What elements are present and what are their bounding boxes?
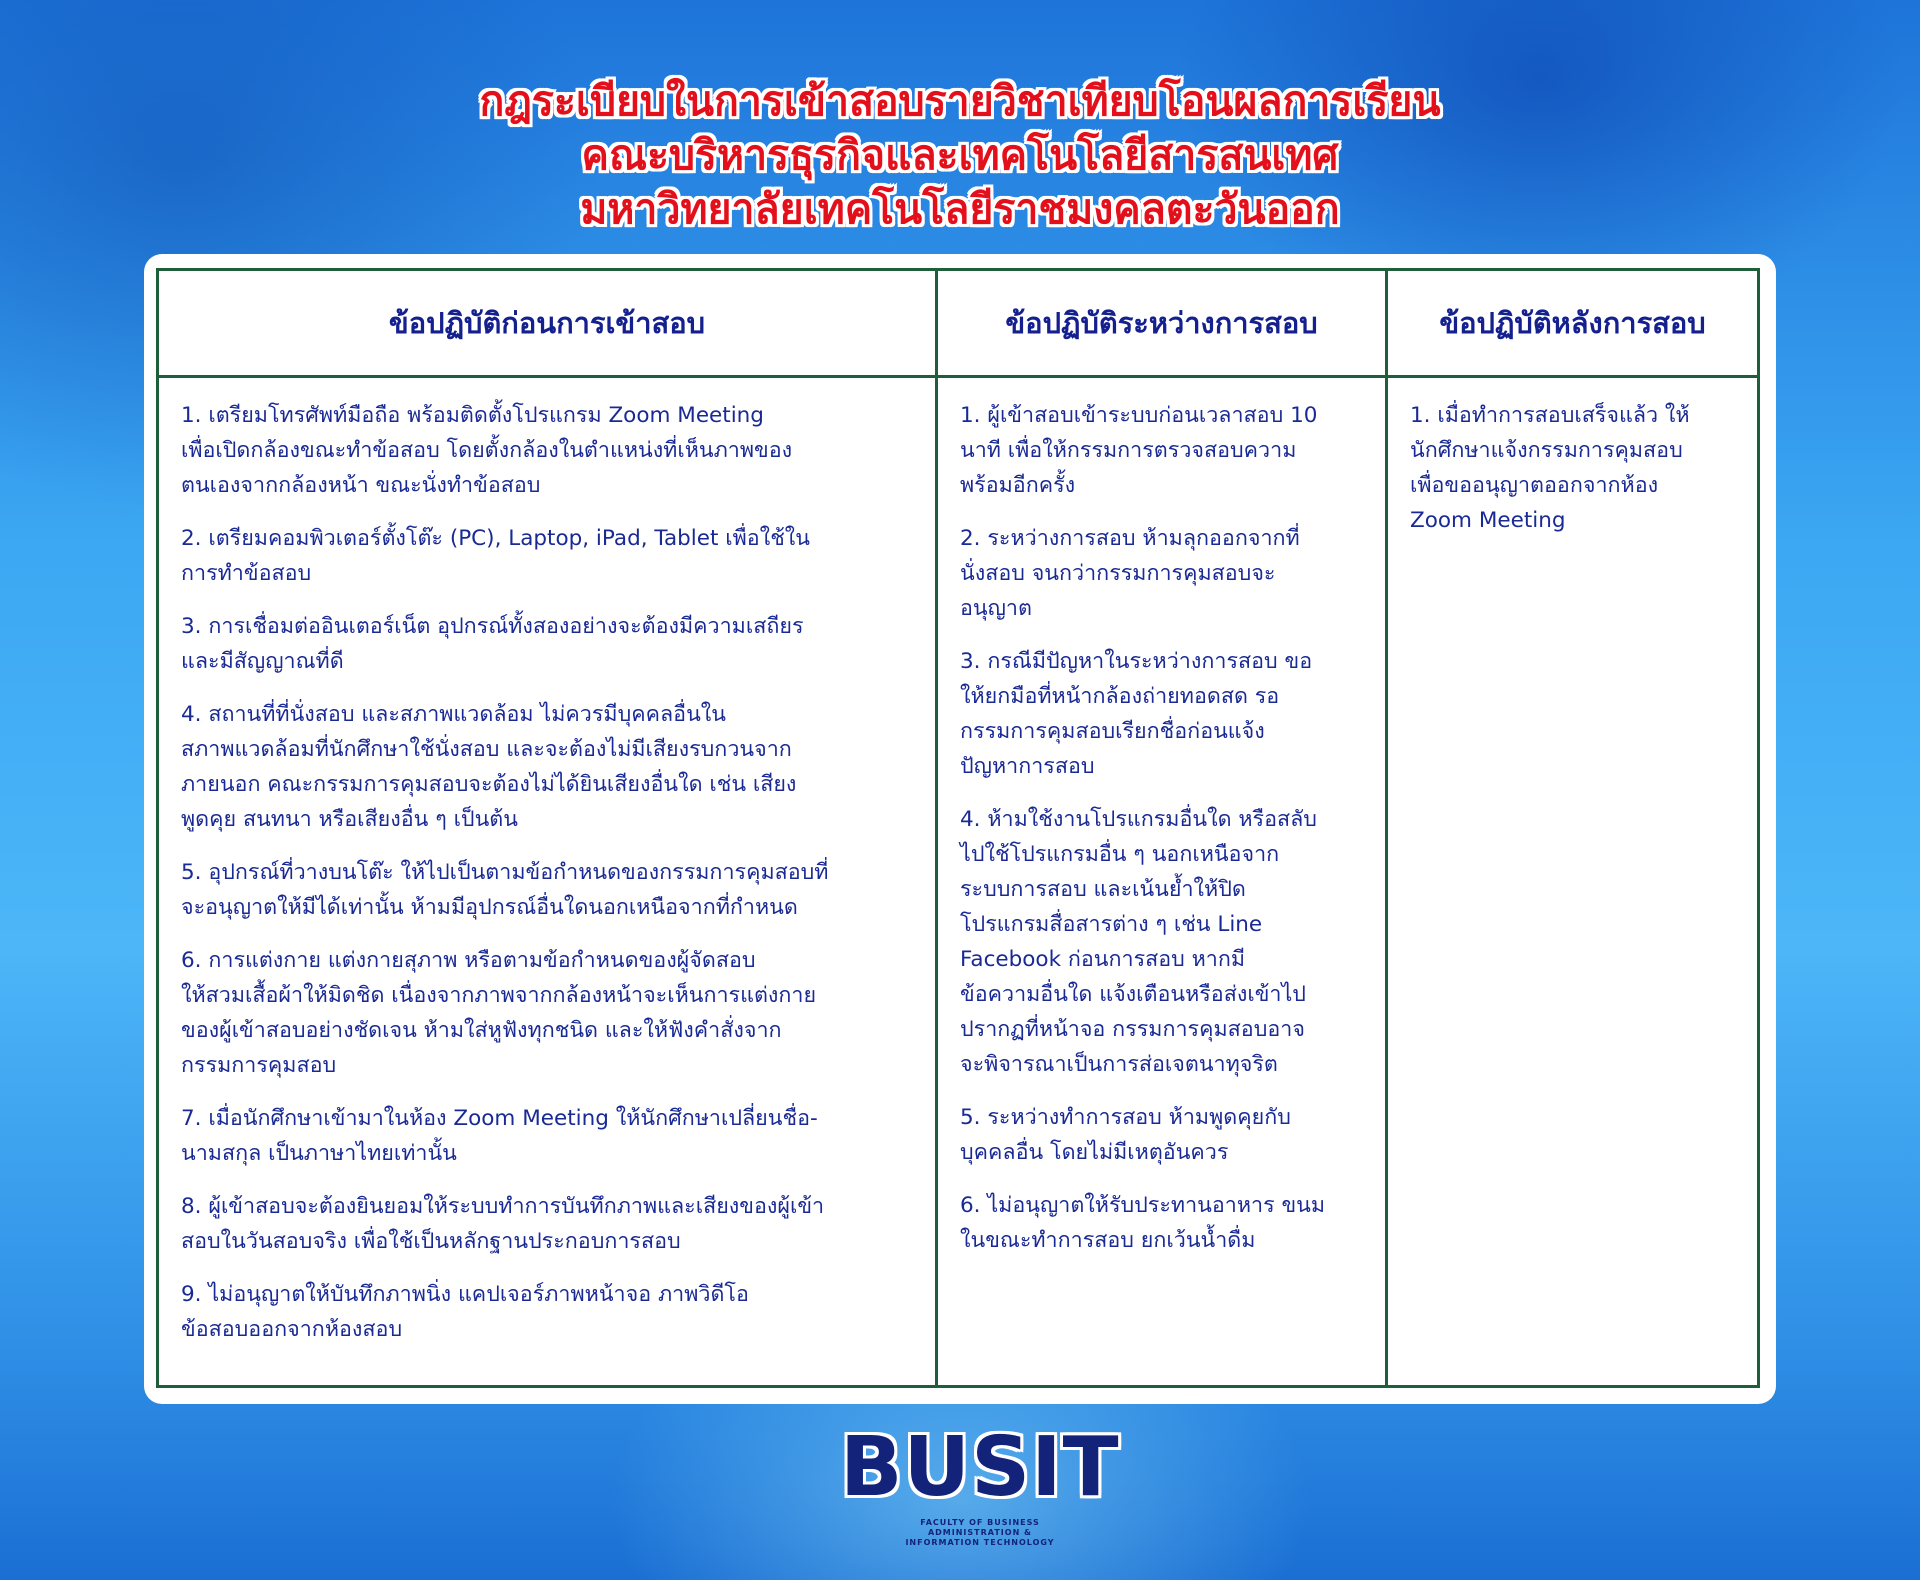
- rule-item: 1. เมื่อทำการสอบเสร็จแล้ว ให้ นักศึกษาแจ้งกรรมการคุมสอบ เพื่อขออนุญาตออกจากห้อง Zoom Meeting: [1410, 403, 1690, 533]
- heading-before-exam: ข้อปฏิบัติก่อนการเข้าสอบ: [159, 271, 935, 378]
- title-line-2: คณะบริหารธุรกิจและเทคโนโลยีสารสนเทศ: [581, 131, 1339, 179]
- after-exam-list: [1385, 378, 1757, 1385]
- during-exam-list: [935, 378, 1385, 1385]
- rule-item: 6. ไม่อนุญาตให้รับประทานอาหาร ขนม ในขณะทำการสอบ ยกเว้นน้ำดื่ม: [960, 1193, 1326, 1253]
- logo-subtitle-2: INFORMATION TECHNOLOGY: [905, 1538, 1055, 1547]
- logo-subtitle-1: FACULTY OF BUSINESS ADMINISTRATION &: [920, 1518, 1040, 1537]
- before-exam-list: [159, 378, 935, 1385]
- rule-item: 3. การเชื่อมต่ออินเตอร์เน็ต อุปกรณ์ทั้งสองอย่างจะต้องมีความเสถียร และมีสัญญาณที่ดี: [181, 614, 804, 674]
- rule-item: 3. กรณีมีปัญหาในระหว่างการสอบ ขอ ให้ยกมือที่หน้ากล้องถ่ายทอดสด รอ กรรมการคุมสอบเรียกชื่อก่อนแจ้ง ปัญหาการสอบ: [960, 649, 1313, 779]
- heading-after-exam: ข้อปฏิบัติหลังการสอบ: [1385, 271, 1757, 378]
- rule-item: 9. ไม่อนุญาตให้บันทึกภาพนิ่ง แคปเจอร์ภาพหน้าจอ ภาพวิดีโอ ข้อสอบออกจากห้องสอบ: [181, 1282, 749, 1342]
- title-line-1: กฎระเบียบในการเข้าสอบรายวิชาเทียบโอนผลการเรียน: [479, 77, 1441, 125]
- rule-item: 2. ระหว่างการสอบ ห้ามลุกออกจากที่ นั่งสอบ จนกว่ากรรมการคุมสอบจะ อนุญาต: [960, 526, 1300, 621]
- rule-item: 1. เตรียมโทรศัพท์มือถือ พร้อมติดตั้งโปรแกรม Zoom Meeting เพื่อเปิดกล้องขณะทำข้อสอบ โดยตั้งกล้องในตำแหน่งที่เห็นภาพของ ตนเองจากกล้องหน้า ขณะนั่งทำข้อสอบ: [181, 403, 793, 498]
- logo-wordmark: BUSIT: [840, 1420, 1120, 1515]
- rule-item: 4. ห้ามใช้งานโปรแกรมอื่นใด หรือสลับ ไปใช้โปรแกรมอื่น ๆ นอกเหนือจาก ระบบการสอบ และเน้นย้ำให้ปิด โปรแกรมสื่อสารต่าง ๆ เช่น Line Facebook ก่อนการสอบ หากมี ข้อความอื่นใด แจ้งเตือนหรือส่งเข้าไป ปรากฏที่หน้าจอ กรรมการคุมสอบอาจ จะพิจารณาเป็นการส่อเจตนาทุจริต: [960, 807, 1317, 1077]
- rule-item: 5. อุปกรณ์ที่วางบนโต๊ะ ให้ไปเป็นตามข้อกำหนดของกรรมการคุมสอบที่ จะอนุญาตให้มีได้เท่านั้น ห้ามมีอุปกรณ์อื่นใดนอกเหนือจากที่กำหนด: [181, 860, 829, 920]
- rule-item: 5. ระหว่างทำการสอบ ห้ามพูดคุยกับ บุคคลอื่น โดยไม่มีเหตุอันควร: [960, 1105, 1291, 1165]
- busit-logo: [840, 1418, 1120, 1558]
- rule-item: 7. เมื่อนักศึกษาเข้ามาในห้อง Zoom Meeting ให้นักศึกษาเปลี่ยนชื่อ- นามสกุล เป็นภาษาไทยเท่านั้น: [181, 1106, 818, 1166]
- rule-item: 4. สถานที่ที่นั่งสอบ และสภาพแวดล้อม ไม่ควรมีบุคคลอื่นใน สภาพแวดล้อมที่นักศึกษาใช้นั่งสอบ และจะต้องไม่มีเสียงรบกวนจาก ภายนอก คณะกรรมการคุมสอบจะต้องไม่ได้ยินเสียงอื่นใด เช่น เสียง พูดคุย สนทนา หรือเสียงอื่น ๆ เป็นต้น: [181, 702, 797, 832]
- title-line-3: มหาวิทยาลัยเทคโนโลยีราชมงคลตะวันออก: [580, 185, 1340, 233]
- rules-card: [144, 254, 1776, 1404]
- rule-item: 6. การแต่งกาย แต่งกายสุภาพ หรือตามข้อกำหนดของผู้จัดสอบ ให้สวมเสื้อผ้าให้มิดชิด เนื่องจากภาพจากกล้องหน้าจะเห็นการแต่งกาย ของผู้เข้าสอบอย่างชัดเจน ห้ามใส่หูฟังทุกชนิด และให้ฟังคำสั่งจาก กรรมการคุมสอบ: [181, 948, 817, 1078]
- rules-table: [156, 268, 1760, 1388]
- heading-during-exam: ข้อปฏิบัติระหว่างการสอบ: [935, 271, 1385, 378]
- rule-item: 8. ผู้เข้าสอบจะต้องยินยอมให้ระบบทำการบันทึกภาพและเสียงของผู้เข้า สอบในวันสอบจริง เพื่อใช้เป็นหลักฐานประกอบการสอบ: [181, 1194, 825, 1254]
- rule-item: 1. ผู้เข้าสอบเข้าระบบก่อนเวลาสอบ 10 นาที เพื่อให้กรรมการตรวจสอบความ พร้อมอีกครั้ง: [960, 403, 1318, 498]
- page-title: [0, 74, 1920, 236]
- rule-item: 2. เตรียมคอมพิวเตอร์ตั้งโต๊ะ (PC), Laptop, iPad, Tablet เพื่อใช้ใน การทำข้อสอบ: [181, 526, 810, 586]
